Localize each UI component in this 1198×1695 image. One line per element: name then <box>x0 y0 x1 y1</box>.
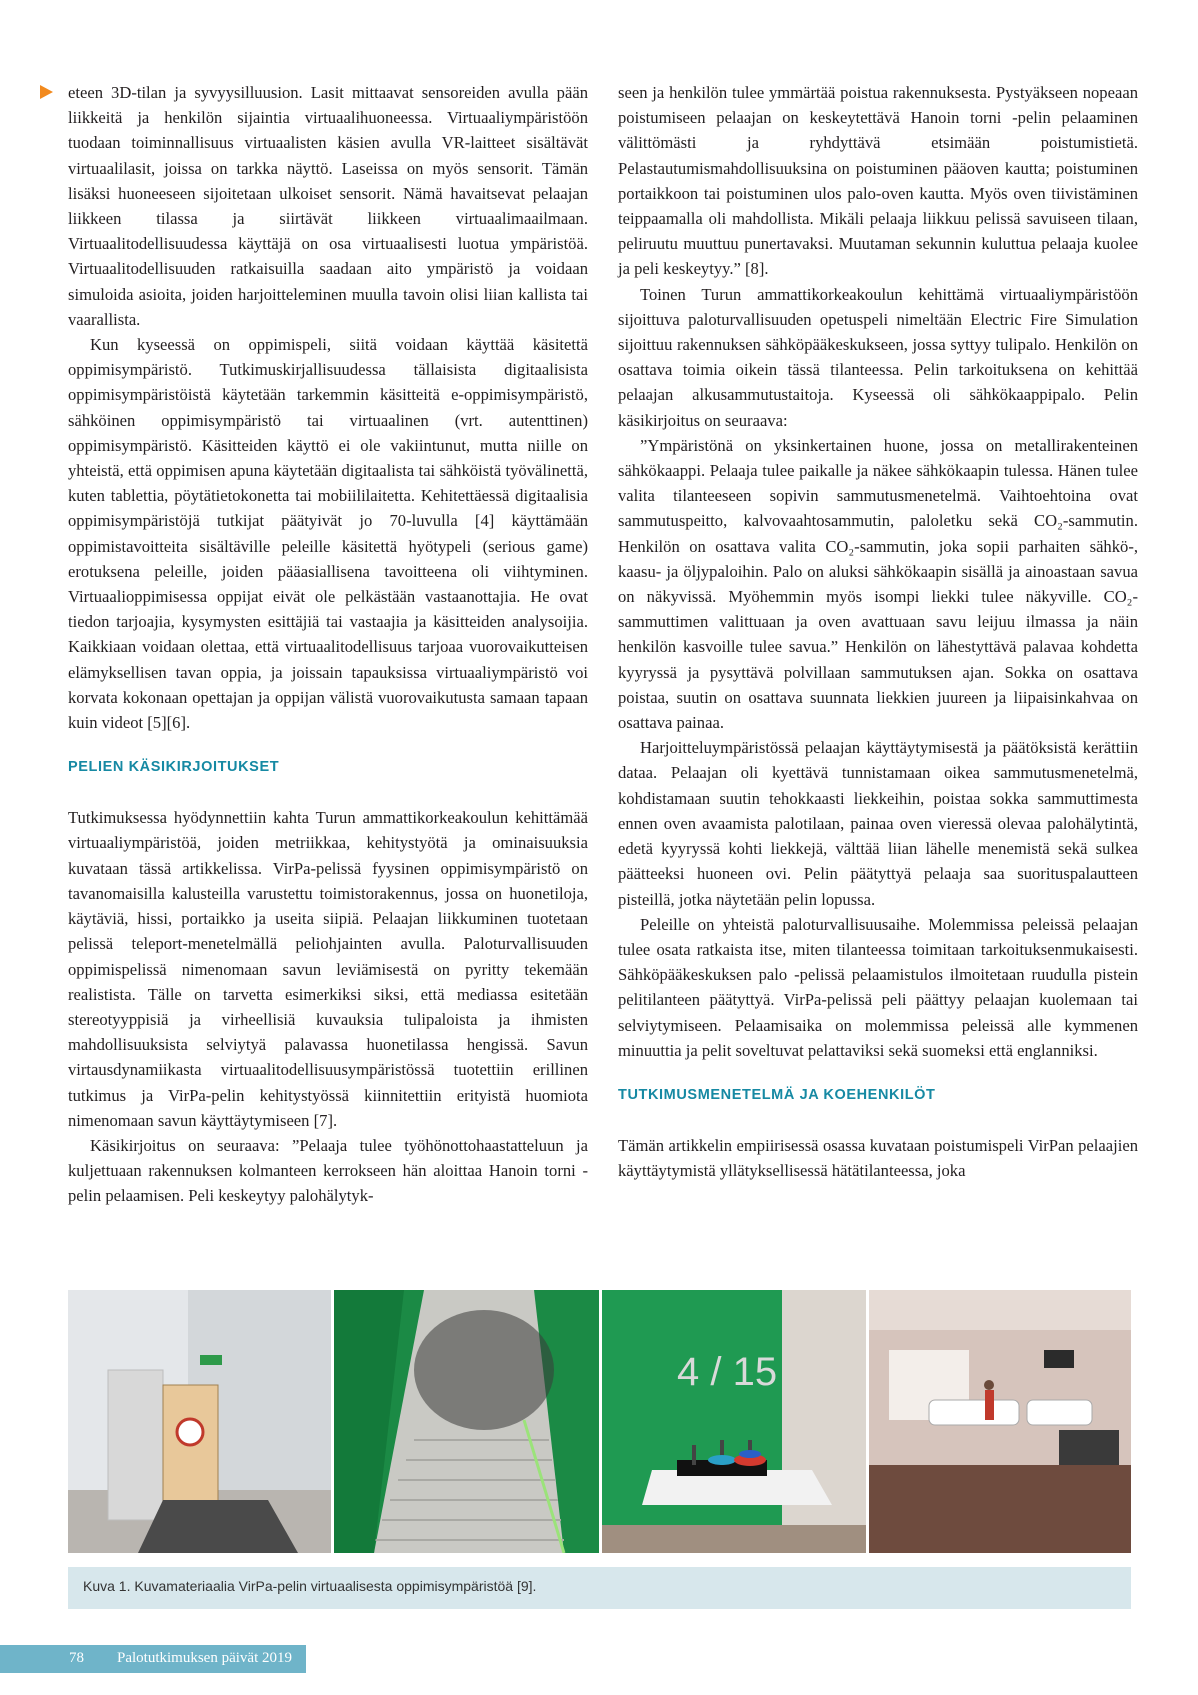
journal-title: Palotutkimuksen päivät 2019 <box>117 1650 292 1666</box>
vr-screenshot-corridor <box>68 1290 331 1553</box>
left-column <box>68 80 588 1209</box>
corridor-illustration <box>68 1290 331 1553</box>
office-illustration <box>869 1290 1131 1553</box>
figure-caption-box <box>68 1567 1131 1609</box>
paragraph: Harjoitteluympäristössä pelaajan käyttäytymisestä ja päätöksistä kerättiin dataa. Pelaajan oli kyettävä tunnistamaan oikea sammutusmenetelmä, kohdistamaan suutin tehokkaasti liekkeihin, poistaa sokka sammuttimesta ennen oven avaamista palotilaan, painaa oven vieressä olevaa palohälytintä, edetä kyyryssä kohti liekkejä, välttää liian lähelle menemistä sekä sulkea päätteeksi huoneen ovi. Pelin päätyttyä pelaaja saa suorituspalautteen pisteillä, jotka näytetään pelin lopussa. <box>618 738 1138 909</box>
paragraph: Tutkimuksessa hyödynnettiin kahta Turun ammattikorkeakoulun kehittämää virtuaaliympäristöä, joiden metriikkaa, kehitystyötä ja ominaisuuksia kuvataan tässä artikkelissa. VirPa-pelissä fyysinen oppimisympäristö on tavanomaisilla kalusteilla varustettu toimistorakennus, jossa on huonetiloja, käytäviä, hissi, portaikko ja useita siipiä. Pelaajan liikkuminen tuotetaan pelissä teleport-menetelmällä peliohjainten avulla. Paloturvallisuuden oppimispelissä nimenomaan savun leviämisestä on pyritty tekemään realistista. Tälle on tarvetta esimerkiksi siksi, että mediassa esitetään stereotyyppisiä ja virheellisiä kuvauksia tulipaloista ja ihmisten mahdollisuuksista selviytyä palavassa huonetilassa hengissä. Savun virtausdynamiikasta virtuaalitodellisuusympäristössä tuotettiin erillinen tutkimus ja VirPa-pelin kehitystyössä kiinnitettiin erityistä huomiota nimenomaan savun käyttäytymiseen [7]. <box>68 808 588 1130</box>
vr-screenshot-hanoi <box>602 1290 866 1553</box>
paragraph: Toinen Turun ammattikorkeakoulun kehittämä virtuaaliympäristöön sijoittuva paloturvallisuuden opetuspeli nimeltään Electric Fire Simulation sijoittuu rakennuksen sähköpääkeskukseen, jossa syttyy tulipalo. Henkilön on osattava toimia oikein tässä tilanteessa. Pelin tarkoituksena on kehittää pelaajan alkusammutustaitoja. Kyseessä oli sähkökaappipalo. Pelin käsikirjoitus on seuraava: <box>618 284 1138 430</box>
page-footer <box>0 1645 306 1673</box>
section-heading: PELIEN KÄSIKIRJOITUKSET <box>68 759 280 776</box>
vr-screenshot-office <box>869 1290 1131 1553</box>
paragraph: eteen 3D-tilan ja syvyysilluusion. Lasit mittaavat sensoreiden avulla pään liikkeitä ja henkilön sijaintia virtuaalihuoneessa. Virtuaaliympäristöön tuodaan toiminnallisuus virtuaalisten käsien avulla VR-laitteet sisältävät virtuaalilasit, joissa on tarkka näyttö. Laseissa on myös sensorit. Tämän lisäksi huoneeseen sijoitetaan ulkoiset sensorit. Nämä havaitsevat pelaajan liikkeen tilassa ja siirtävät liikkeen virtuaalimaailmaan. Virtuaalitodellisuudessa käyttäjä on osa virtuaalisesti luotua ympäristöä. Virtuaalitodellisuuden ratkaisuilla saadaan aito ympäristö ja voidaan simuloida asioita, joiden harjoitteleminen muulla tavoin olisi liian kallista tai vaarallista. <box>68 83 588 329</box>
right-column <box>618 80 1138 1183</box>
section-heading: TUTKIMUSMENETELMÄ JA KOEHENKILÖT <box>618 1086 936 1103</box>
vr-screenshot-stairwell <box>334 1290 599 1553</box>
paragraph: ”Ympäristönä on yksinkertainen huone, jossa on metallirakenteinen sähkökaappi. Pelaaja tulee paikalle ja näkee sähkökaapin tulessa. Hänen tulee valita tilanteeseen sopivin sammutusmenetelmä. Vaihtoehtoina ovat sammutuspeitto, kalvovaahtosammutin, paloletku sekä CO₂-sammutin. Henkilön on osattava valita CO₂-sammutin, joka sopii parhaiten sähkö-, kaasu- ja öljypaloihin. Palo on aluksi sähkökaapin sisällä ja ainoastaan savua on näkyvissä. Myöhemmin myös isompi liekki tulee näkyville. CO₂-sammuttimen valittuaan ja oven avattuaan savu leijuu ilmassa ja näin henkilön kasvoille tulee savua.” Henkilön on lähestyttävä palavaa kohdetta kyyryssä ja pysyttävä polvillaan sammutuksen ajan. Sokka on osattava poistaa, suutin on osattava suunnata liekkien juureen ja liipaisinkahvaa on osattava painaa. <box>618 435 1138 733</box>
hanoi-illustration <box>602 1290 866 1553</box>
paragraph: Käsikirjoitus on seuraava: ”Pelaaja tulee työhönottohaastatteluun ja kuljettuaan rakennuksen kolmanteen kerrokseen hän aloittaa Hanoin torni -pelin pelaamisen. Peli keskeytyy palohälytyk- <box>68 1135 588 1206</box>
move-counter: 4 / 15 <box>677 1350 778 1394</box>
paragraph: Peleille on yhteistä paloturvallisuusaihe. Molemmissa peleissä pelaajan tulee osata ratkaista itse, miten tilanteessa toimitaan tarkoituksenmukaisesti. Sähköpääkeskuksen palo -pelissä pelaamistulos ilmoitetaan ruudulla pistein pelitilanteen päätyttyä. VirPa-pelissä peli päättyy pelaajan kuolemaan tai selviytymiseen. Pelaamisaika on molemmissa peleissä alle kymmenen minuuttia ja pelit soveltuvat pelattaviksi sekä suomeksi että englanniksi. <box>618 914 1138 1060</box>
stairwell-illustration <box>334 1290 599 1553</box>
paragraph: seen ja henkilön tulee ymmärtää poistua rakennuksesta. Pystyäkseen nopeaan poistumiseen pelaajan on keskeytettävä Hanoin torni -pelin pelaaminen välittömästi ja ryhdyttävä etsimään poistumistietä. Pelastautumismahdollisuuksina on poistuminen pääoven kautta; poistuminen portaikkoon tai poistuminen ulos palo-oven kautta. Myös oven tiivistäminen teippaamalla oli mahdollista. Mikäli pelaaja liikkuu pelissä savuiseen tilaan, peliruutu muuttuu punertavaksi. Muutaman sekunnin kuluttua pelaaja kuolee ja peli keskeytyy.” [8]. <box>618 83 1138 279</box>
figure-caption: Kuva 1. Kuvamateriaalia VirPa-pelin virtuaalisesta oppimisympäristöä [9]. <box>83 1578 537 1594</box>
paragraph: Tämän artikkelin empiirisessä osassa kuvataan poistumispeli VirPan pelaajien käyttäytymistä yllätyksellisessä hätätilanteessa, joka <box>618 1135 1138 1181</box>
continuation-arrow-icon <box>40 85 53 99</box>
page-number: 78 <box>69 1650 84 1666</box>
figure-strip <box>68 1290 1131 1553</box>
paragraph: Kun kyseessä on oppimispeli, siitä voidaan käyttää käsitettä oppimisympäristö. Tutkimuskirjallisuudessa tällaisista digitaalisista oppimisympäristöistä käytetään tarkemmin käsitteitä e-oppimisympäristö, sähköinen oppimisympäristö tai virtuaalinen (vrt. autenttinen) oppimisympäristö. Käsitteiden käyttö ei ole vakiintunut, mutta niille on yhteistä, että oppimisen apuna käytetään digitaalista tai sähköistä työvälinettä, kuten tablettia, pöytätietokonetta tai mobiililaitetta. Kehitettäessä digitaalisia oppimisympäristöjä tutkijat päätyivät jo 70-luvulla [4] käyttämään oppimistavoitteita sisältäville peleille käsitettä hyötypeli (serious game) erotuksena peleille, joiden pääasiallisena tavoitteena oli viihtyminen. Virtuaalioppimisessa oppijat eivät ole pelkästään vastaanottajia. He ovat tiedon tarjoajia, kysymysten esittäjiä tai vastaajia ja käsitteiden analysoijia. Kaikkiaan voidaan olettaa, että virtuaalitodellisuus tarjoaa vuorovaikutteisen elämyksellisen tavan oppia, ja joissain tapauksissa virtuaaliympäristö voi korvata kokonaan opettajan ja oppijan välistä vuorovaikutusta samaan tapaan kuin videot [5][6]. <box>68 335 588 733</box>
